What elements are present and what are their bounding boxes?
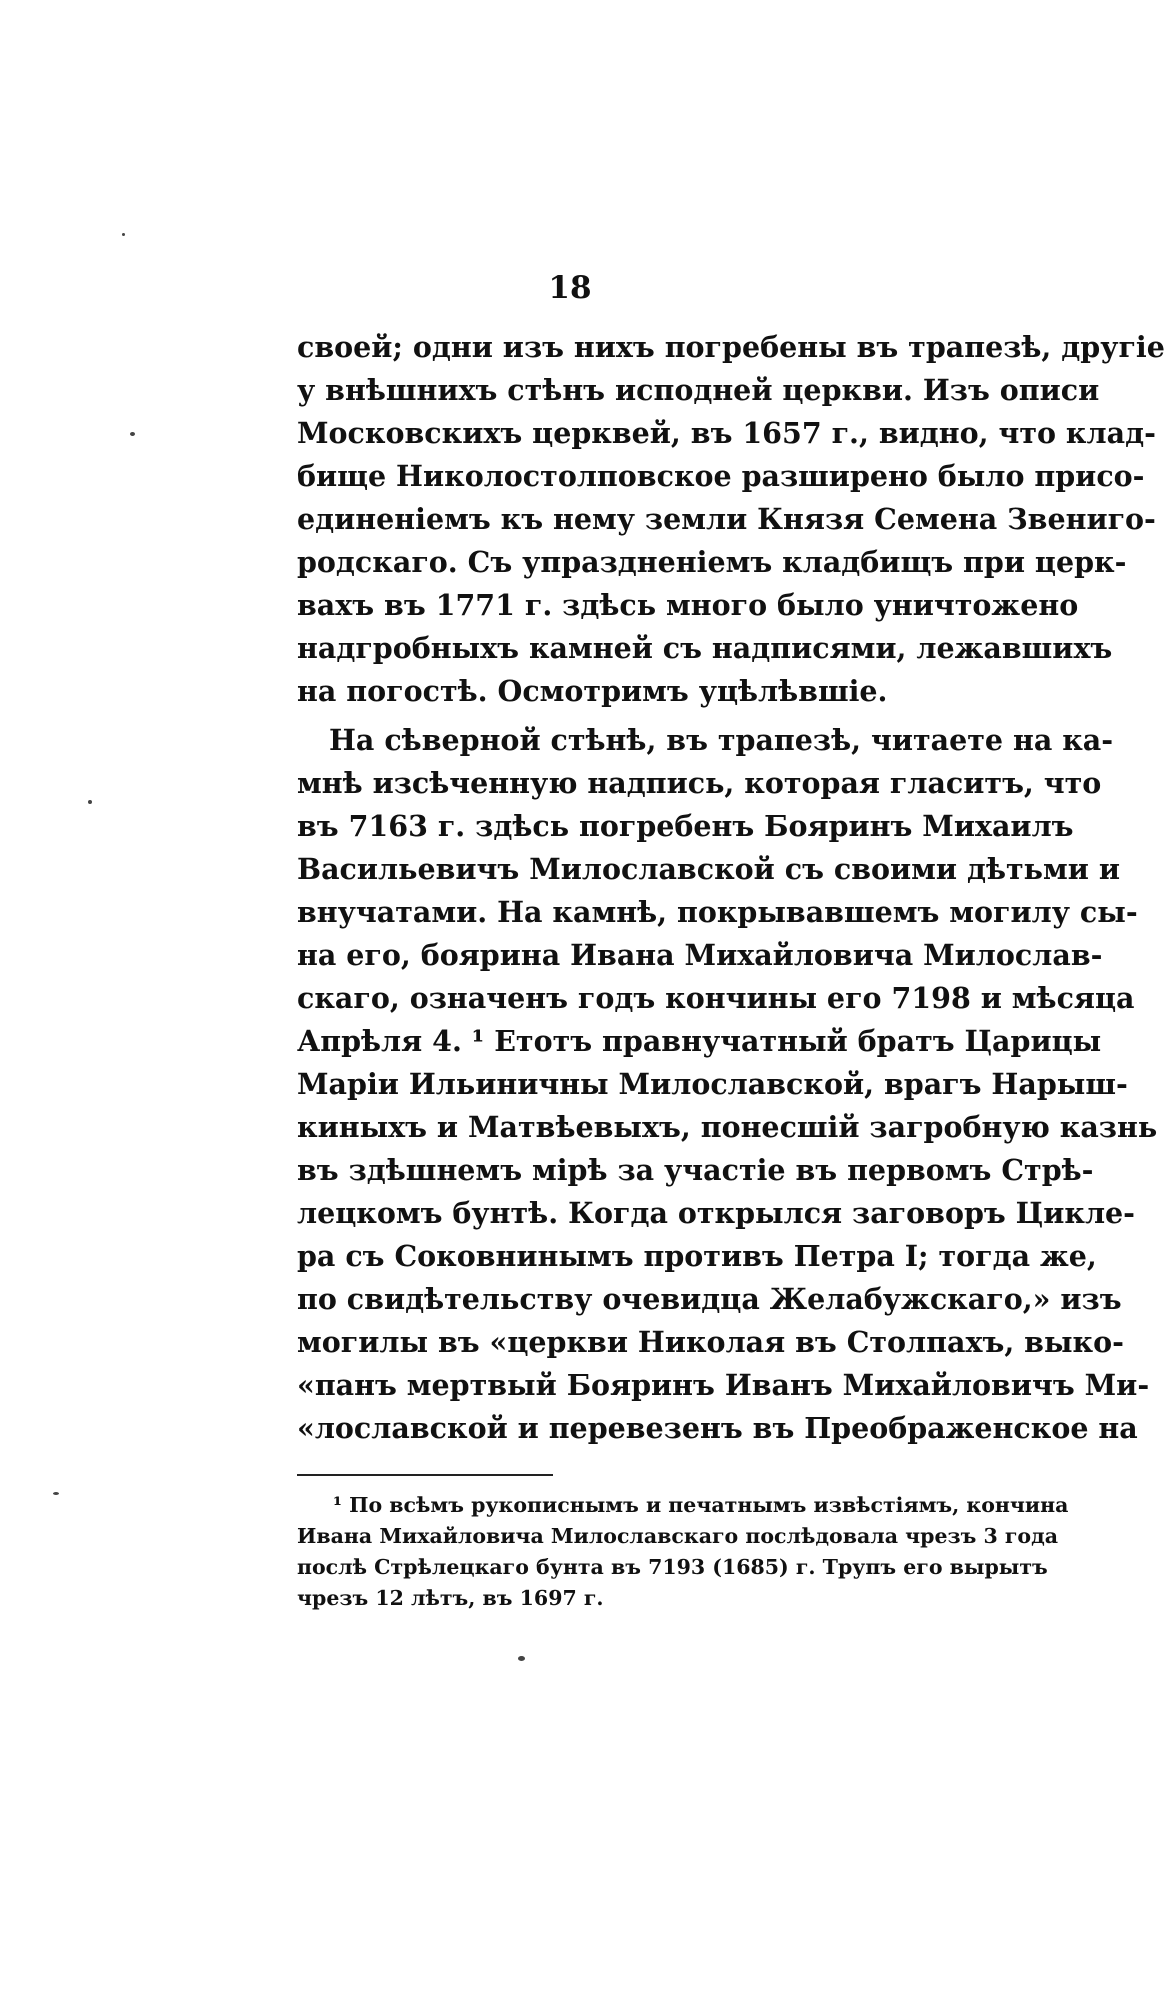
text-line: на его, боярина Ивана Михайловича Милослав- xyxy=(297,938,1103,972)
text-line: по свидѣтельству очевидца Желабужскаго,» изъ xyxy=(297,1282,1122,1316)
text-line: родскаго. Съ упраздненiемъ кладбищъ при церк- xyxy=(297,545,1127,579)
text-line: «лославской и перевезенъ въ Преображенское на xyxy=(297,1411,1138,1445)
text-line: «панъ мертвый Бояринъ Иванъ Михайловичъ Ми- xyxy=(297,1368,1150,1402)
text-line: въ 7163 г. здѣсь погребенъ Бояринъ Михаилъ xyxy=(297,809,1074,843)
text-line: скаго, означенъ годъ кончины его 7198 и мѣсяца xyxy=(297,981,1135,1015)
page-number: 18 xyxy=(548,270,592,306)
footnote-divider xyxy=(297,1474,553,1476)
text-line: надгробныхъ камней съ надписями, лежавшихъ xyxy=(297,631,1113,665)
paragraph-2 xyxy=(297,719,1158,1450)
text-line: киныхъ и Матвѣевыхъ, понесшiй загробную казнь xyxy=(297,1110,1158,1144)
text-line: На сѣверной стѣнѣ, въ трапезѣ, читаете на ка- xyxy=(329,723,1114,757)
scan-speck xyxy=(88,800,92,804)
footnote-line: Ивана Михайловича Милославскаго послѣдовала чрезъ 3 года xyxy=(297,1524,1059,1548)
text-line: мнѣ изсѣченную надпись, которая гласитъ, что xyxy=(297,766,1102,800)
text-line: Московскихъ церквей, въ 1657 г., видно, что клад- xyxy=(297,416,1156,450)
footnote-line: чрезъ 12 лѣтъ, въ 1697 г. xyxy=(297,1586,604,1610)
text-line: ра съ Соковнинымъ противъ Петра I; тогда же, xyxy=(297,1239,1097,1273)
text-line: единенiемъ къ нему земли Князя Семена Звениго- xyxy=(297,502,1156,536)
scan-speck xyxy=(53,1492,59,1495)
scan-speck xyxy=(130,432,135,436)
text-line: лецкомъ бунтѣ. Когда открылся заговоръ Циклe- xyxy=(297,1196,1135,1230)
text-line: внучатами. На камнѣ, покрывавшемъ могилу сы- xyxy=(297,895,1138,929)
scan-speck xyxy=(518,1656,525,1661)
footnote-line: ¹ По всѣмъ рукописнымъ и печатнымъ извѣстiямъ, кончина xyxy=(333,1493,1069,1517)
text-line: могилы въ «церкви Николая въ Столпахъ, выко- xyxy=(297,1325,1124,1359)
text-line: въ здѣшнемъ мiрѣ за участiе въ первомъ Стрѣ- xyxy=(297,1153,1094,1187)
footnote xyxy=(297,1490,1069,1614)
main-text xyxy=(297,326,1165,1450)
footnote-line: послѣ Стрѣлецкаго бунта въ 7193 (1685) г. Трупъ его вырытъ xyxy=(297,1555,1048,1579)
text-line: Марiи Ильиничны Милославской, врагъ Нарыш- xyxy=(297,1067,1128,1101)
text-line: у внѣшнихъ стѣнъ исподней церкви. Изъ описи xyxy=(297,373,1100,407)
text-line: вахъ въ 1771 г. здѣсь много было уничтожено xyxy=(297,588,1079,622)
text-line: на погостѣ. Осмотримъ уцѣлѣвшiе. xyxy=(297,674,888,708)
text-line: своей; одни изъ нихъ погребены въ трапезѣ, другiе xyxy=(297,330,1165,364)
text-line: бище Николостолповское разширено было присо- xyxy=(297,459,1145,493)
scan-speck xyxy=(122,233,125,236)
paragraph-1 xyxy=(297,326,1165,713)
text-line: Апрѣля 4. ¹ Етотъ правнучатный братъ Царицы xyxy=(297,1024,1102,1058)
text-line: Васильевичъ Милославской съ своими дѣтьми и xyxy=(297,852,1120,886)
